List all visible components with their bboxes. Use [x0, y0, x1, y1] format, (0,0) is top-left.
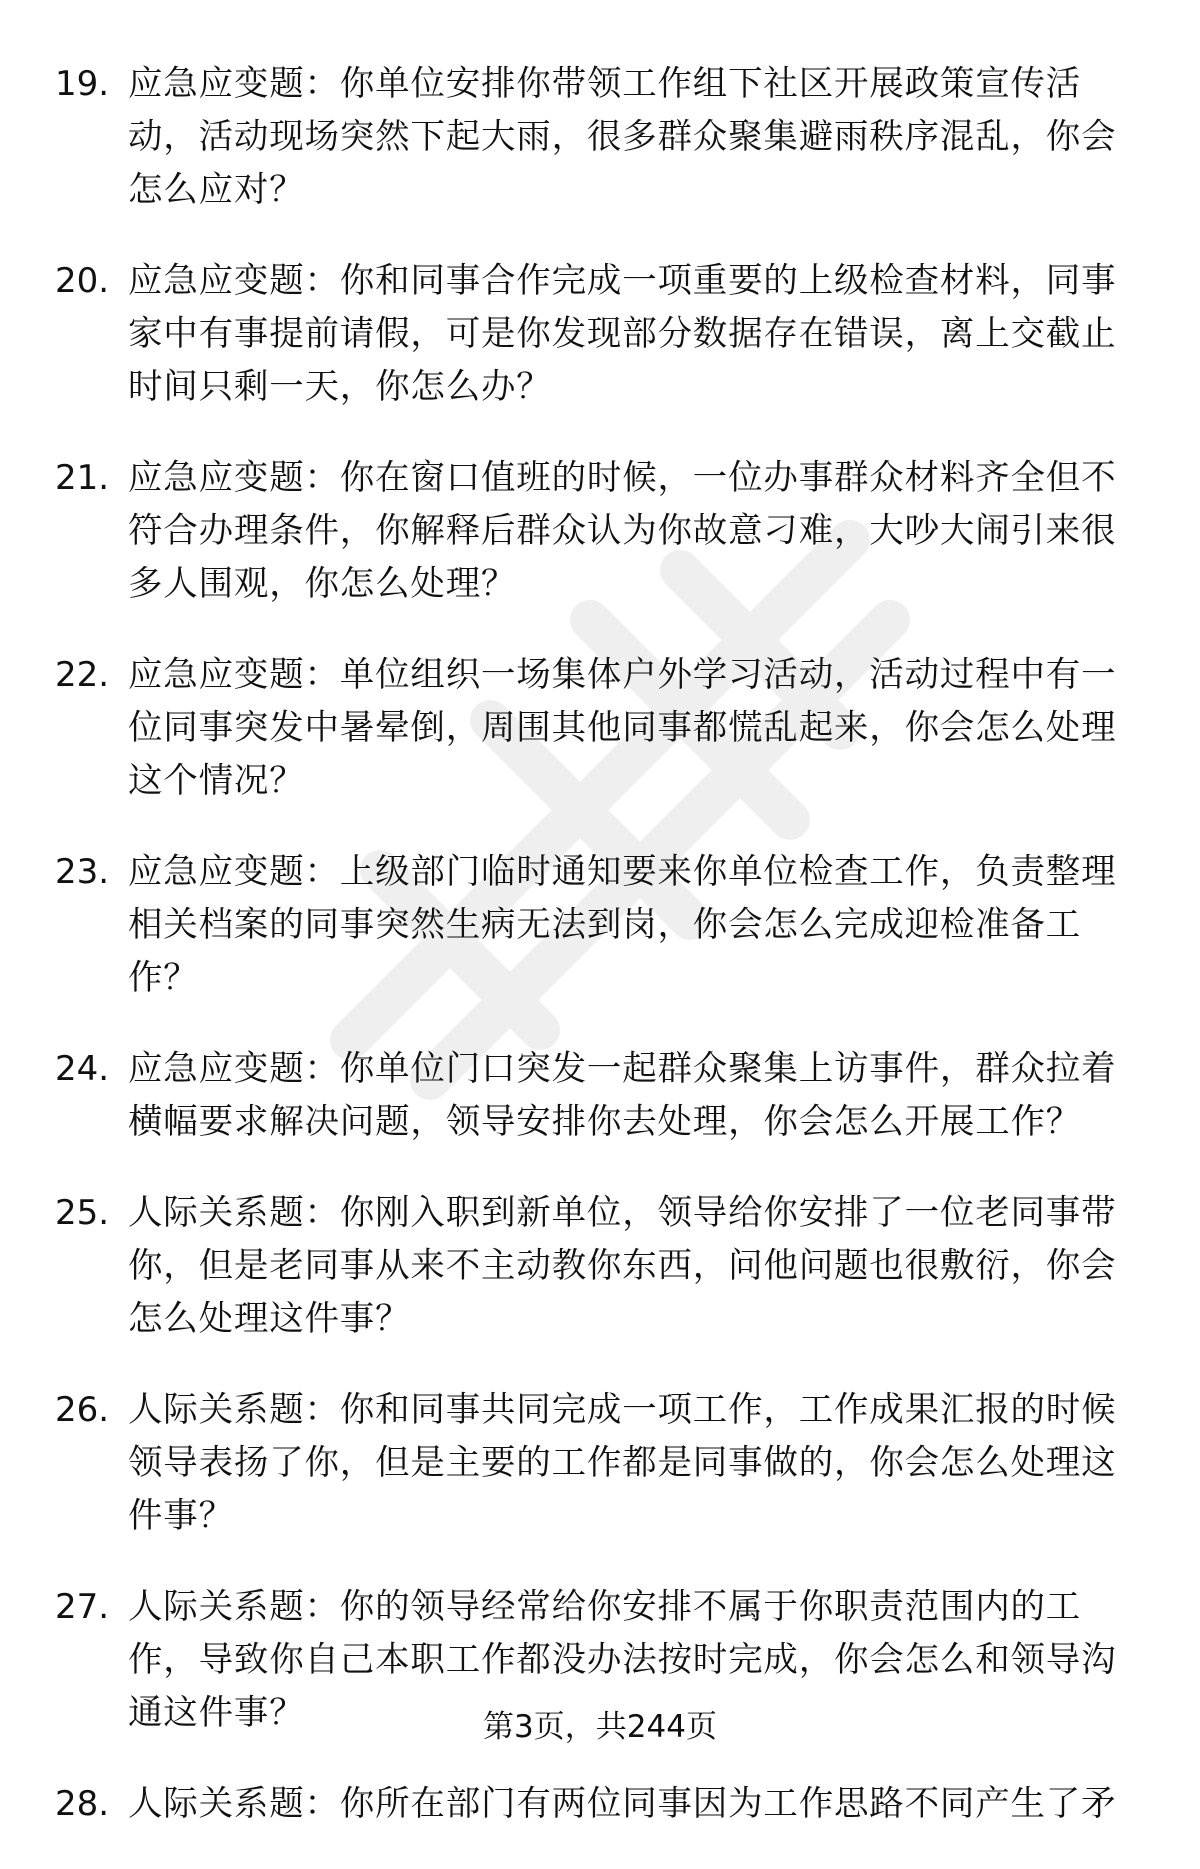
question-number: 21.: [55, 458, 110, 498]
question-text: 应急应变题：你单位安排你带领工作组下社区开展政策宣传活动，活动现场突然下起大雨，很多群众聚集避雨秩序混乱，你会怎么应对？: [128, 64, 1117, 210]
question-22: [0, 649, 1200, 808]
question-19: [0, 58, 1200, 217]
question-number: 22.: [55, 655, 110, 695]
question-number: 25.: [55, 1193, 110, 1233]
question-20: [0, 255, 1200, 414]
question-number: 19.: [55, 64, 110, 104]
question-25: [0, 1187, 1200, 1346]
question-21: [0, 452, 1200, 611]
question-number: 26.: [55, 1390, 110, 1430]
question-number: 23.: [55, 852, 110, 892]
question-26: [0, 1384, 1200, 1543]
question-24: [0, 1043, 1200, 1149]
question-text: 人际关系题：你所在部门有两位同事因为工作思路不同产生了矛: [128, 1784, 1117, 1824]
question-text: 应急应变题：你在窗口值班的时候，一位办事群众材料齐全但不符合办理条件，你解释后群众认为你故意刁难，大吵大闹引来很多人围观，你怎么处理？: [128, 458, 1117, 604]
question-text: 人际关系题：你的领导经常给你安排不属于你职责范围内的工作，导致你自己本职工作都没办法按时完成，你会怎么和领导沟通这件事？: [128, 1587, 1117, 1733]
question-23: [0, 846, 1200, 1005]
page-number: 第3页，共244页: [483, 1709, 717, 1745]
question-text: 应急应变题：你单位门口突发一起群众聚集上访事件，群众拉着横幅要求解决问题，领导安排你去处理，你会怎么开展工作？: [128, 1049, 1117, 1142]
question-text: 应急应变题：你和同事合作完成一项重要的上级检查材料，同事家中有事提前请假，可是你发现部分数据存在错误，离上交截止时间只剩一天，你怎么办？: [128, 261, 1117, 407]
question-number: 28.: [55, 1784, 110, 1824]
question-number: 24.: [55, 1049, 110, 1089]
question-text: 人际关系题：你刚入职到新单位，领导给你安排了一位老同事带你，但是老同事从来不主动教你东西，问他问题也很敷衍，你会怎么处理这件事？: [128, 1193, 1117, 1339]
question-text: 人际关系题：你和同事共同完成一项工作，工作成果汇报的时候领导表扬了你，但是主要的工作都是同事做的，你会怎么处理这件事？: [128, 1390, 1117, 1536]
question-text: 应急应变题：单位组织一场集体户外学习活动，活动过程中有一位同事突发中暑晕倒，周围其他同事都慌乱起来，你会怎么处理这个情况？: [128, 655, 1117, 801]
question-number: 20.: [55, 261, 110, 301]
question-number: 27.: [55, 1587, 110, 1627]
question-28: [0, 1778, 1200, 1831]
question-text: 应急应变题：上级部门临时通知要来你单位检查工作，负责整理相关档案的同事突然生病无法到岗，你会怎么完成迎检准备工作？: [128, 852, 1117, 998]
question-list: [0, 58, 1200, 1869]
